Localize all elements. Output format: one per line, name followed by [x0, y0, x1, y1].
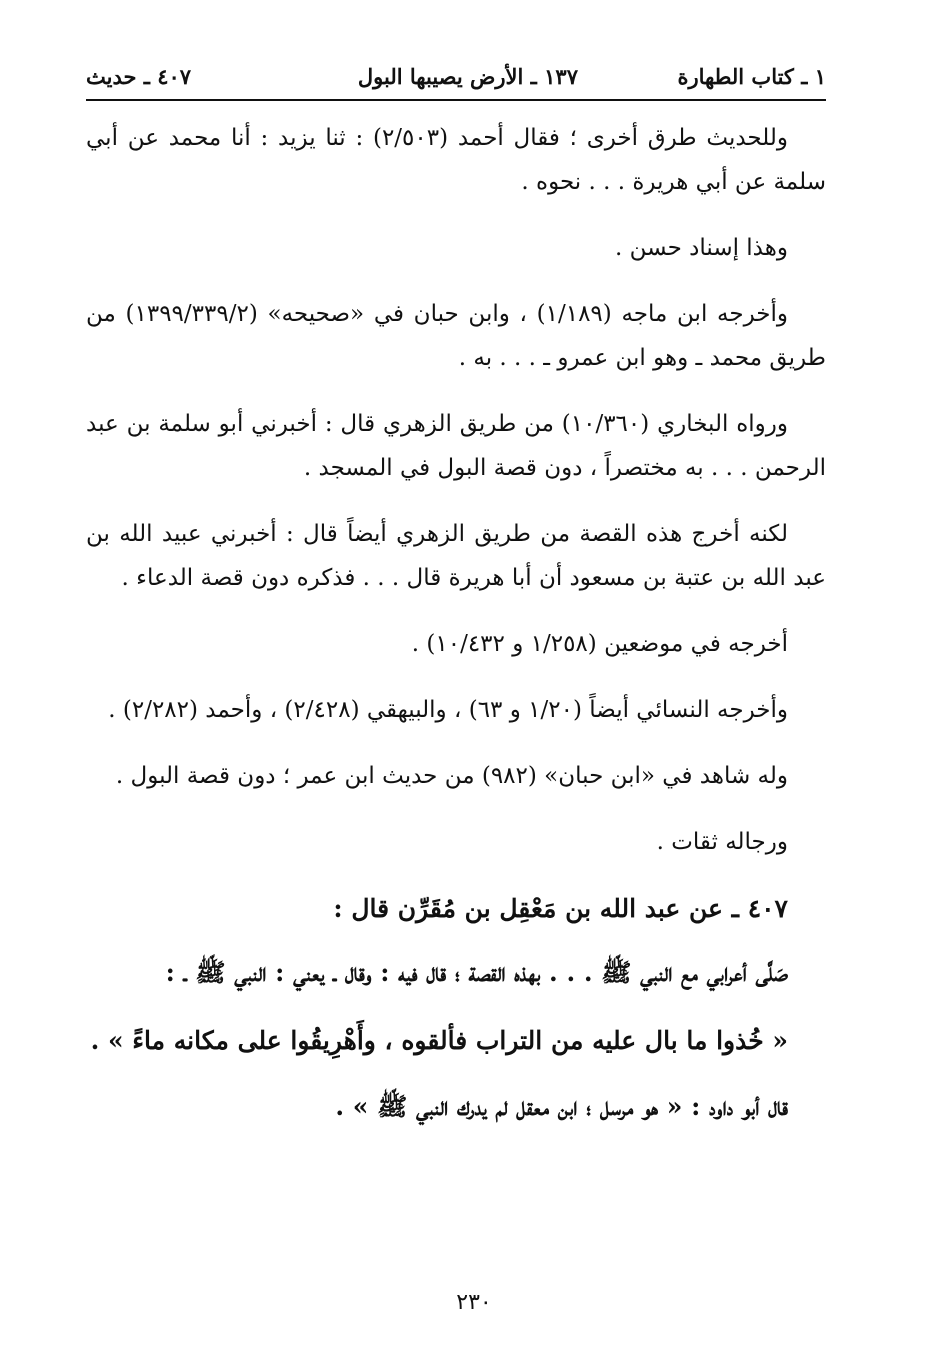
page-body: [86, 116, 826, 1152]
hadith-quote: « خُذوا ما بال عليه من التراب فألقوه ، وأَهْرِيقُوا على مكانه ماءً » .: [90, 1026, 788, 1055]
paragraph-bukhari: ورواه البخاري (١٠/٣٦٠) من طريق الزهري قال : أخبرني أبو سلمة بن عبد الرحمن . . . به مختصراً ، دون قصة البول في المسجد .: [86, 411, 826, 481]
paragraph-zuhri-story: لكنه أخرج هذه القصة من طريق الزهري أيضاً قال : أخبرني عبيد الله بن عبد الله بن عتبة بن مسعود أن أبا هريرة قال . . . فذكره دون قصة الدعاء .: [86, 521, 826, 591]
header-divider: [86, 99, 826, 101]
abu-dawud-note: قال أبو داود : « هو مرسل ؛ ابن معقل لم يدرك النبي ﷺ » .: [335, 1092, 788, 1121]
paragraph-other-routes: وللحديث طرق أخرى ؛ فقال أحمد (٢/٥٠٣) : ثنا يزيد : أنا محمد عن أبي سلمة عن أبي هريرة . . . نحوه .: [86, 125, 826, 195]
header-book-title: ١ ـ كتاب الطهارة: [677, 64, 826, 89]
hadith-text: صَلَّى أعرابي مع النبي ﷺ . . . بهذه القصة ؛ قال فيه : وقال ـ يعني : النبي ﷺ ـ :: [165, 958, 788, 987]
paragraph-two-places: أخرجه في موضعين (١/٢٥٨ و ١٠/٤٣٢) .: [411, 631, 788, 657]
paragraph-ibn-majah: وأخرجه ابن ماجه (١/١٨٩) ، وابن حبان في «صحيحه» (١٣٩٩/٣٣٩/٢) من طريق محمد ـ وهو ابن عمرو ـ . . . به .: [86, 301, 826, 371]
paragraph-witness: وله شاهد في «ابن حبان» (٩٨٢) من حديث ابن عمر ؛ دون قصة البول .: [115, 763, 788, 789]
page-number: ٢٣٠: [456, 1290, 492, 1315]
hadith-heading: ٤٠٧ ـ عن عبد الله بن مَعْقِل بن مُقَرِّن قال :: [333, 894, 788, 923]
header-chapter-title: ١٣٧ ـ الأرض يصيبها البول: [357, 64, 578, 89]
header-hadith-number: ٤٠٧ ـ حديث: [86, 64, 192, 89]
running-header: [86, 62, 826, 98]
paragraph-narrators: ورجاله ثقات .: [656, 829, 788, 855]
paragraph-isnad-hasan: وهذا إسناد حسن .: [614, 235, 788, 261]
paragraph-nasai: وأخرجه النسائي أيضاً (١/٢٠ و ٦٣) ، والبيهقي (٢/٤٢٨) ، وأحمد (٢/٢٨٢) .: [108, 697, 788, 723]
